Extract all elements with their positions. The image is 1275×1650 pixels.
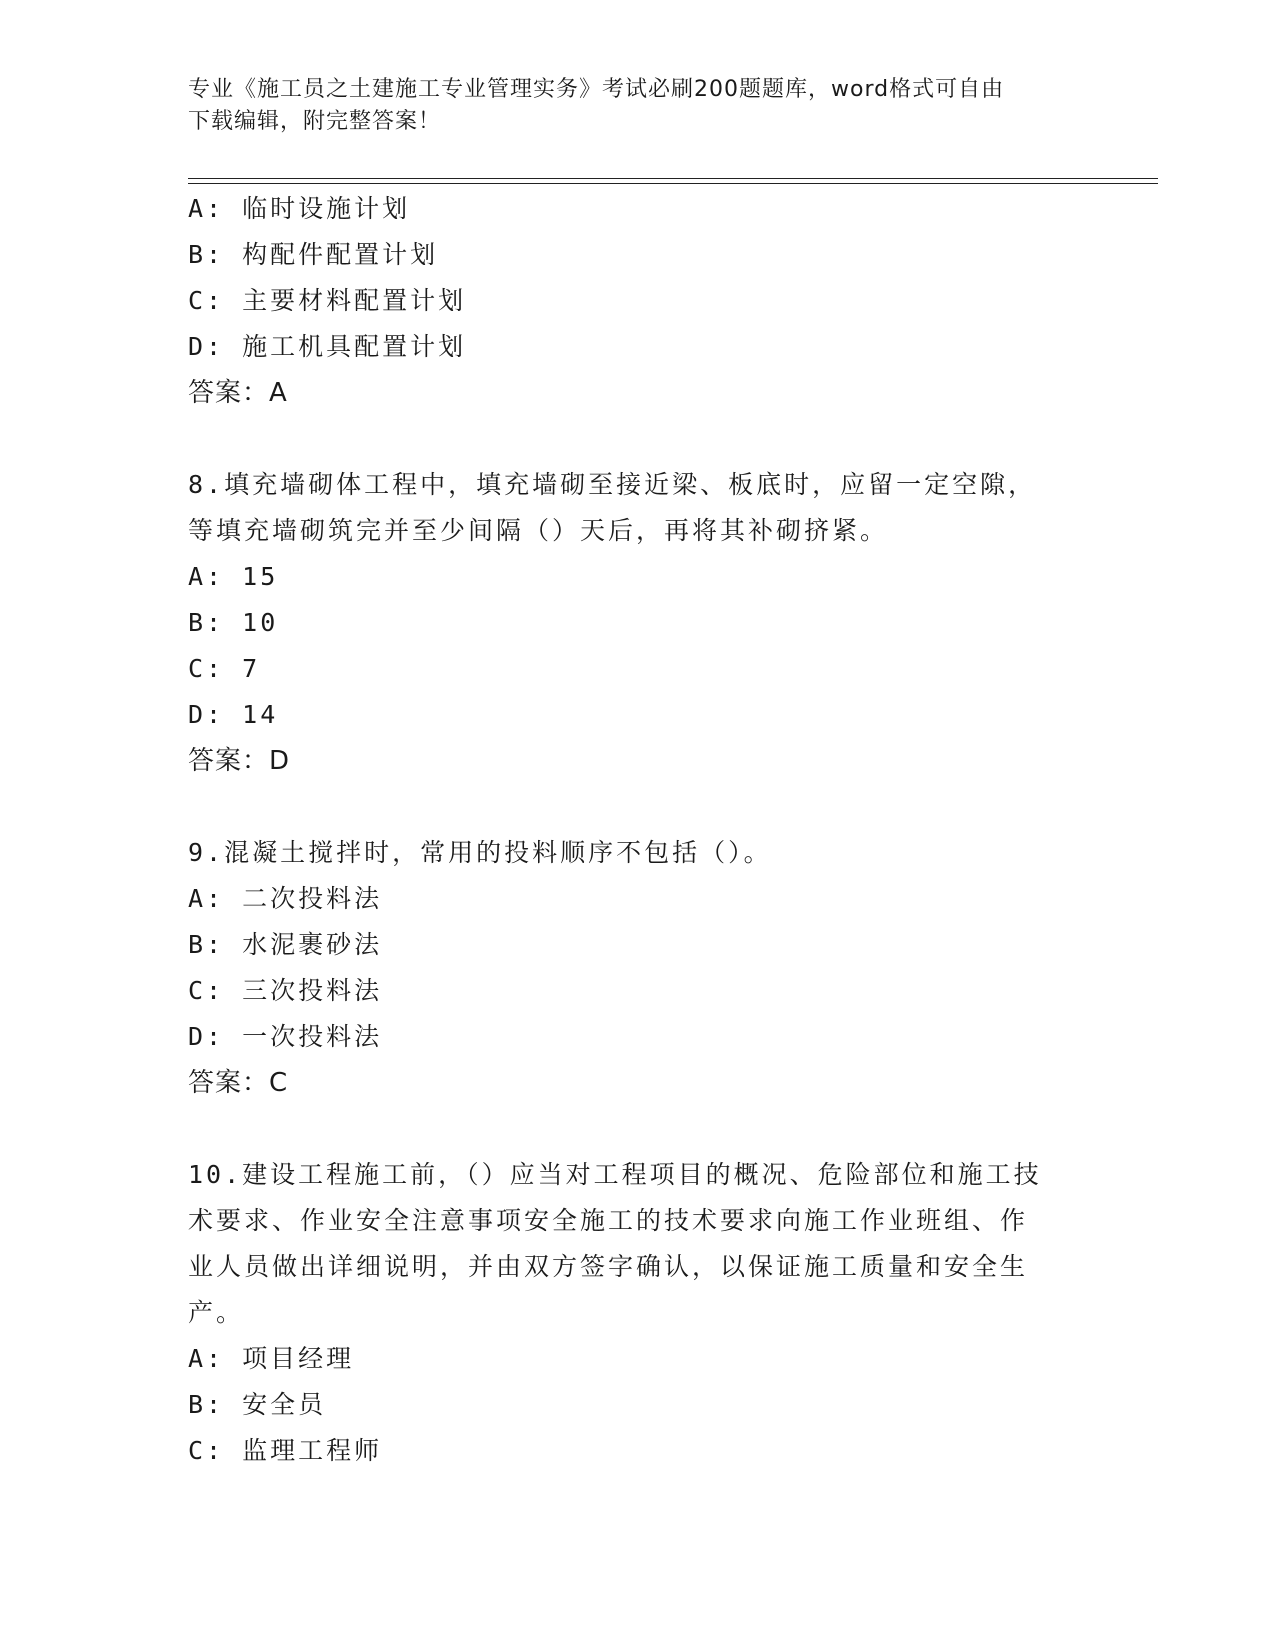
header-divider-top <box>188 178 1158 179</box>
answer: 答案：A <box>188 378 288 408</box>
option-c: C: 监理工程师 <box>188 1436 383 1465</box>
question-9 <box>188 830 1088 1106</box>
document-header <box>188 74 1068 138</box>
option-a: A: 项目经理 <box>188 1344 355 1373</box>
question-7-tail <box>188 186 1088 416</box>
option-d: D: 一次投料法 <box>188 1022 383 1051</box>
option-c: C: 7 <box>188 654 261 683</box>
header-line-1: 专业《施工员之土建施工专业管理实务》考试必刷200题题库，word格式可自由 <box>188 77 1005 102</box>
option-d: D: 施工机具配置计划 <box>188 332 467 361</box>
header-divider-bottom <box>188 183 1158 184</box>
question-stem: 8.填充墙砌体工程中，填充墙砌至接近梁、板底时，应留一定空隙， <box>188 470 1037 499</box>
question-stem: 术要求、作业安全注意事项安全施工的技术要求向施工作业班组、作 <box>188 1206 1029 1235</box>
question-stem: 等填充墙砌筑完并至少间隔（）天后，再将其补砌挤紧。 <box>188 516 889 545</box>
spacer <box>188 784 1088 830</box>
spacer <box>188 1106 1088 1152</box>
option-a: A: 临时设施计划 <box>188 194 411 223</box>
option-b: B: 水泥裹砂法 <box>188 930 383 959</box>
question-stem: 产。 <box>188 1298 245 1327</box>
option-d: D: 14 <box>188 700 279 729</box>
spacer <box>188 416 1088 462</box>
answer: 答案：D <box>188 746 291 776</box>
option-c: C: 三次投料法 <box>188 976 383 1005</box>
header-line-2: 下载编辑，附完整答案！ <box>188 109 442 134</box>
question-stem: 业人员做出详细说明，并由双方签字确认，以保证施工质量和安全生 <box>188 1252 1029 1281</box>
option-b: B: 构配件配置计划 <box>188 240 439 269</box>
option-b: B: 安全员 <box>188 1390 327 1419</box>
option-a: A: 二次投料法 <box>188 884 383 913</box>
question-stem: 10.建设工程施工前，（）应当对工程项目的概况、危险部位和施工技 <box>188 1160 1042 1189</box>
option-a: A: 15 <box>188 562 279 591</box>
option-c: C: 主要材料配置计划 <box>188 286 467 315</box>
question-stem: 9.混凝土搅拌时，常用的投料顺序不包括（）。 <box>188 838 772 867</box>
answer: 答案：C <box>188 1068 289 1098</box>
option-b: B: 10 <box>188 608 279 637</box>
question-10 <box>188 1152 1088 1474</box>
question-8 <box>188 462 1088 784</box>
question-content <box>188 186 1088 1474</box>
